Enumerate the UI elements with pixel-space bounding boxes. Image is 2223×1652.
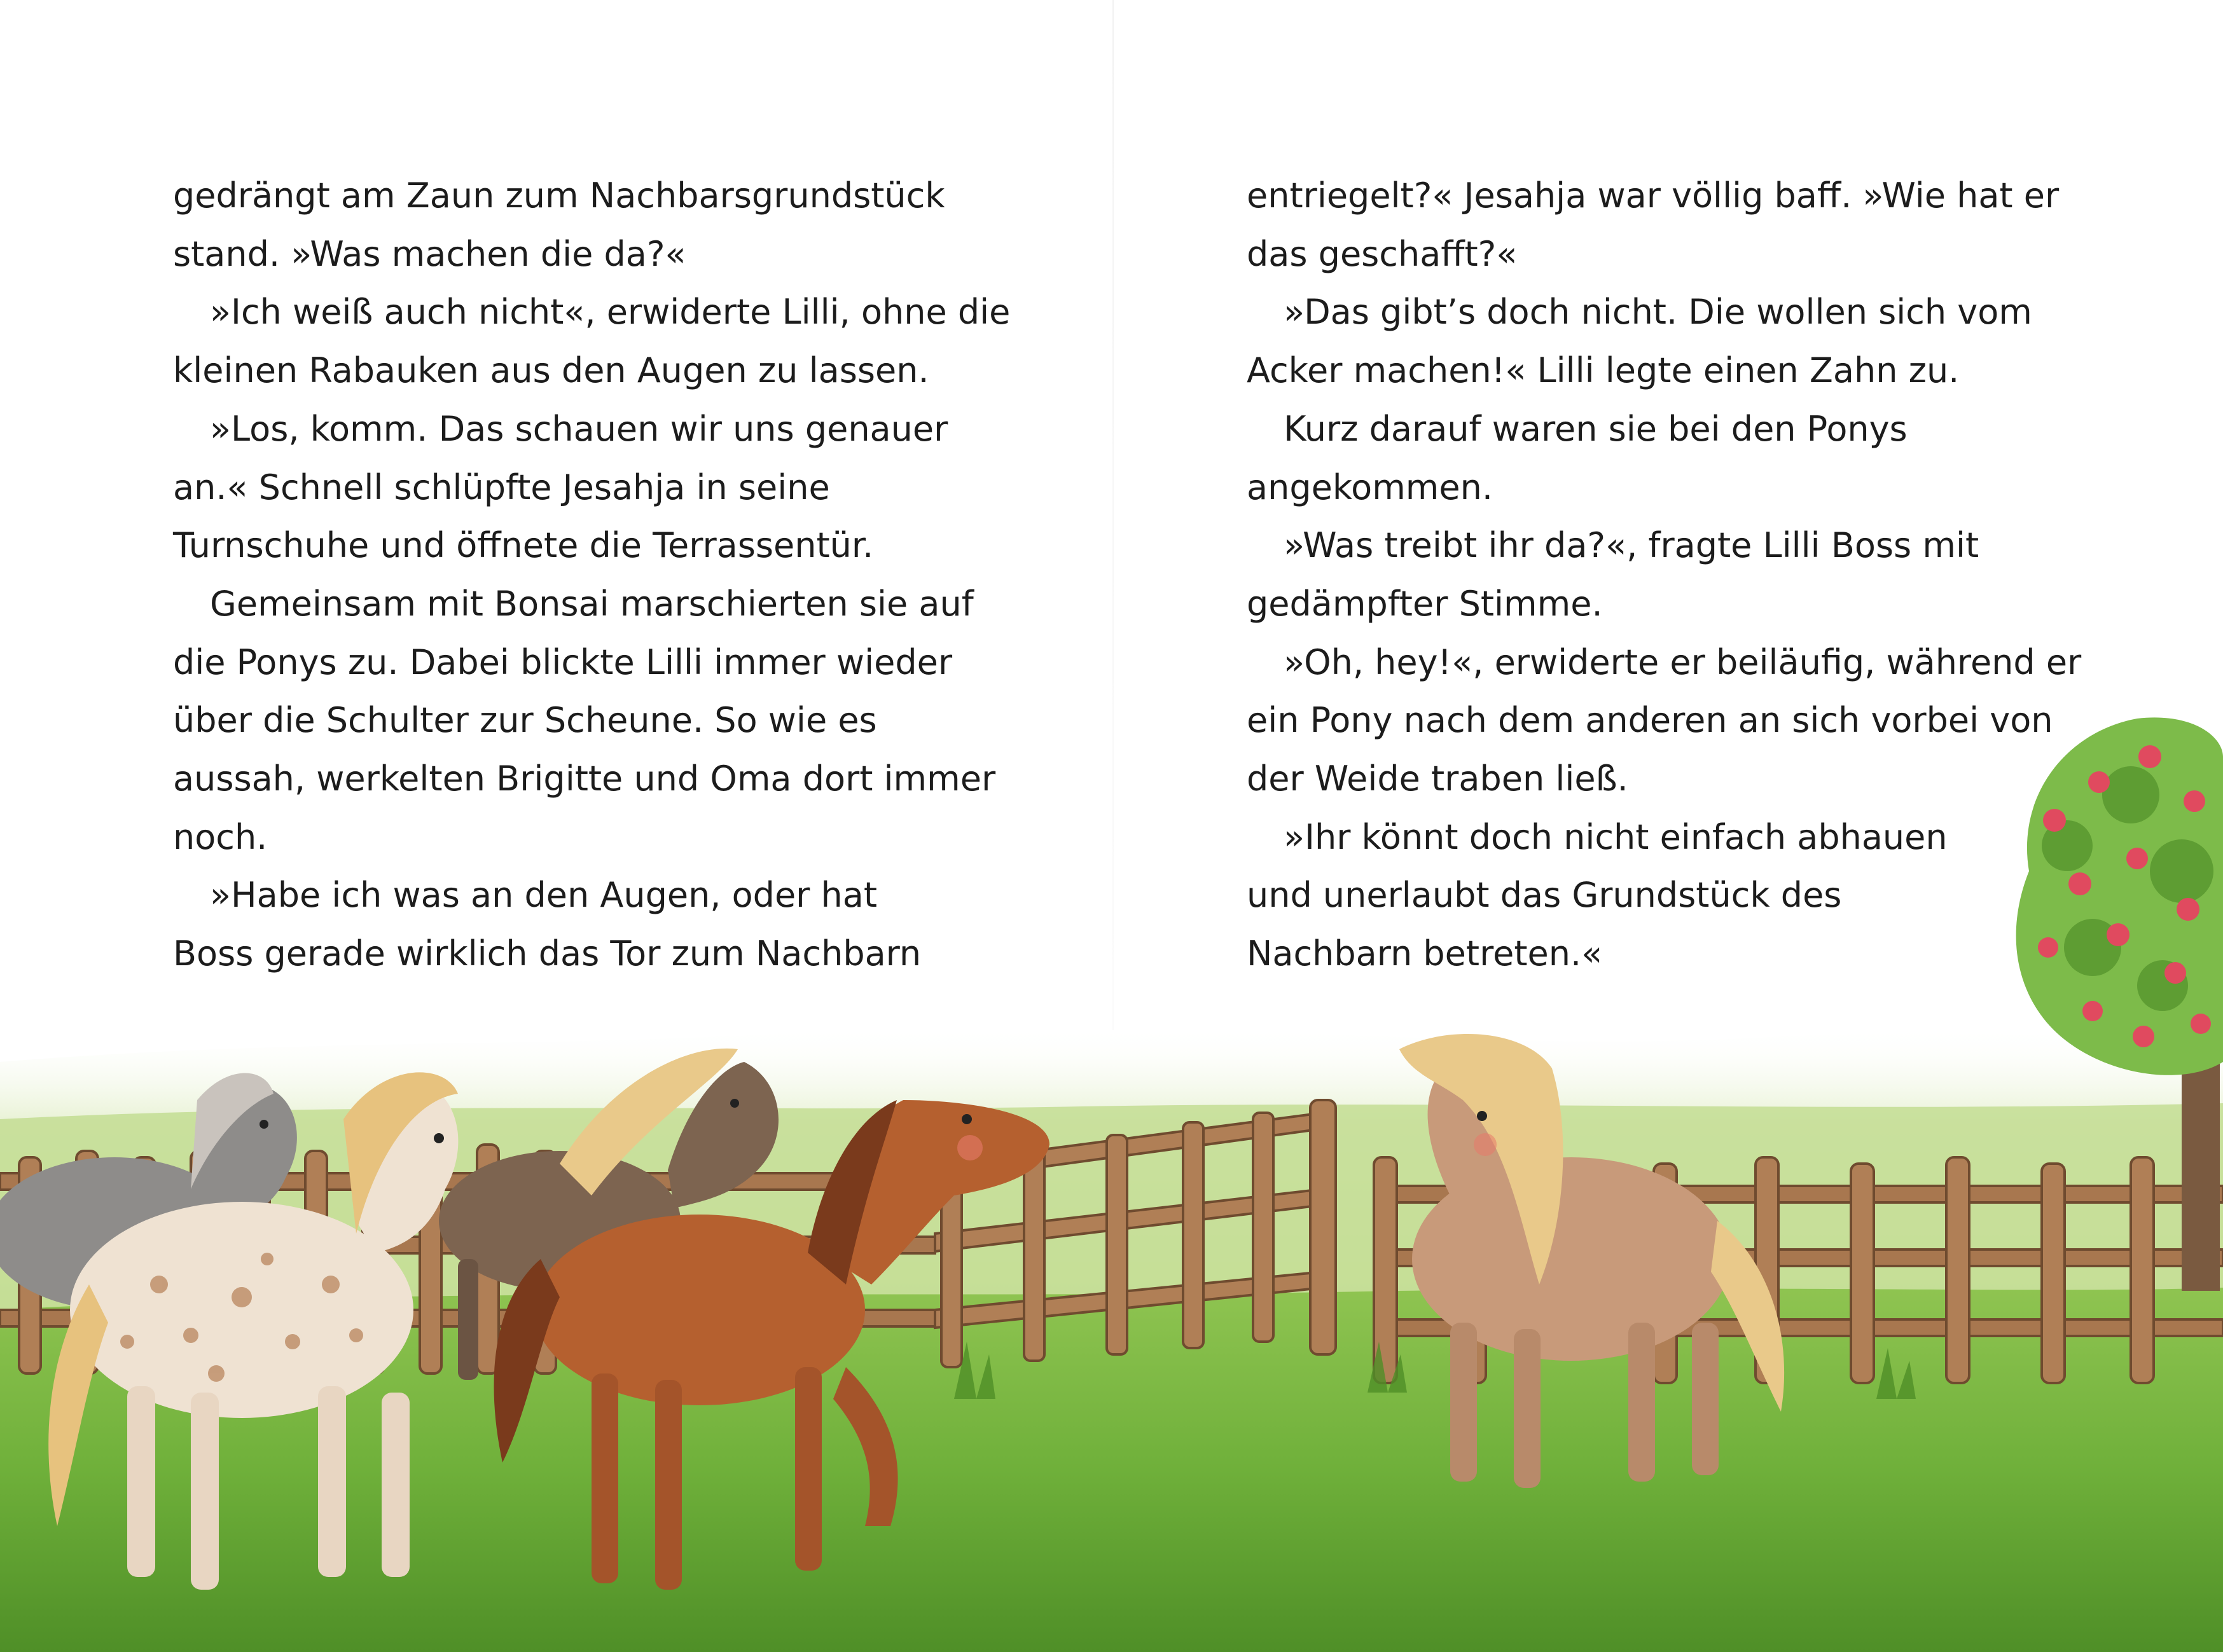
text-line: »Das gibt’s doch nicht. Die wollen sich vom — [1284, 292, 2032, 333]
text-line: und unerlaubt das Grundstück des — [1247, 875, 1842, 916]
text-line: gedämpfter Stimme. — [1247, 583, 1603, 624]
text-line: Kurz darauf waren sie bei den Ponys — [1284, 408, 1908, 449]
text-line: Gemeinsam mit Bonsai marschierten sie auf — [210, 583, 974, 624]
text-line: »Ich weiß auch nicht«, erwiderte Lilli, ohne die — [210, 292, 1011, 333]
text-line: »Los, komm. Das schauen wir uns genauer — [210, 408, 948, 449]
right-page-text — [1247, 167, 2082, 983]
text-line: angekommen. — [1247, 467, 1493, 507]
text-line: gedrängt am Zaun zum Nachbarsgrundstück — [173, 176, 945, 216]
text-line: »Habe ich was an den Augen, oder hat — [210, 875, 878, 916]
text-line: Acker machen!« Lilli legte einen Zahn zu. — [1247, 350, 1960, 391]
text-line: kleinen Rabauken aus den Augen zu lassen. — [173, 350, 929, 391]
text-line: Nachbarn betreten.« — [1247, 933, 1603, 974]
text-line: stand. »Was machen die da?« — [173, 233, 686, 274]
text-line: der Weide traben ließ. — [1247, 759, 1628, 799]
text-line: Turnschuhe und öffnete die Terrassentür. — [173, 525, 874, 566]
text-line: ein Pony nach dem anderen an sich vorbei von — [1247, 700, 2053, 741]
meadow-illustration — [0, 954, 2223, 1652]
text-line: noch. — [173, 816, 268, 857]
text-line: an.« Schnell schlüpfte Jesahja in seine — [173, 467, 830, 507]
text-line: Boss gerade wirklich das Tor zum Nachbarn — [173, 933, 922, 974]
text-line: »Oh, hey!«, erwiderte er beiläufig, während er — [1284, 642, 2082, 682]
page-gutter — [1112, 0, 1114, 1030]
text-line: über die Schulter zur Scheune. So wie es — [173, 700, 877, 741]
apple-tree — [1991, 680, 2223, 1291]
text-line: entriegelt?« Jesahja war völlig baff. »Wie hat er — [1247, 176, 2060, 216]
left-page-text — [173, 167, 1011, 983]
text-line: aussah, werkelten Brigitte und Oma dort immer — [173, 759, 996, 799]
text-line: »Ihr könnt doch nicht einfach abhauen — [1284, 816, 1948, 857]
text-line: die Ponys zu. Dabei blickte Lilli immer wieder — [173, 642, 953, 682]
text-line: »Was treibt ihr da?«, fragte Lilli Boss mit — [1284, 525, 1979, 566]
text-line: das geschafft?« — [1247, 233, 1518, 274]
